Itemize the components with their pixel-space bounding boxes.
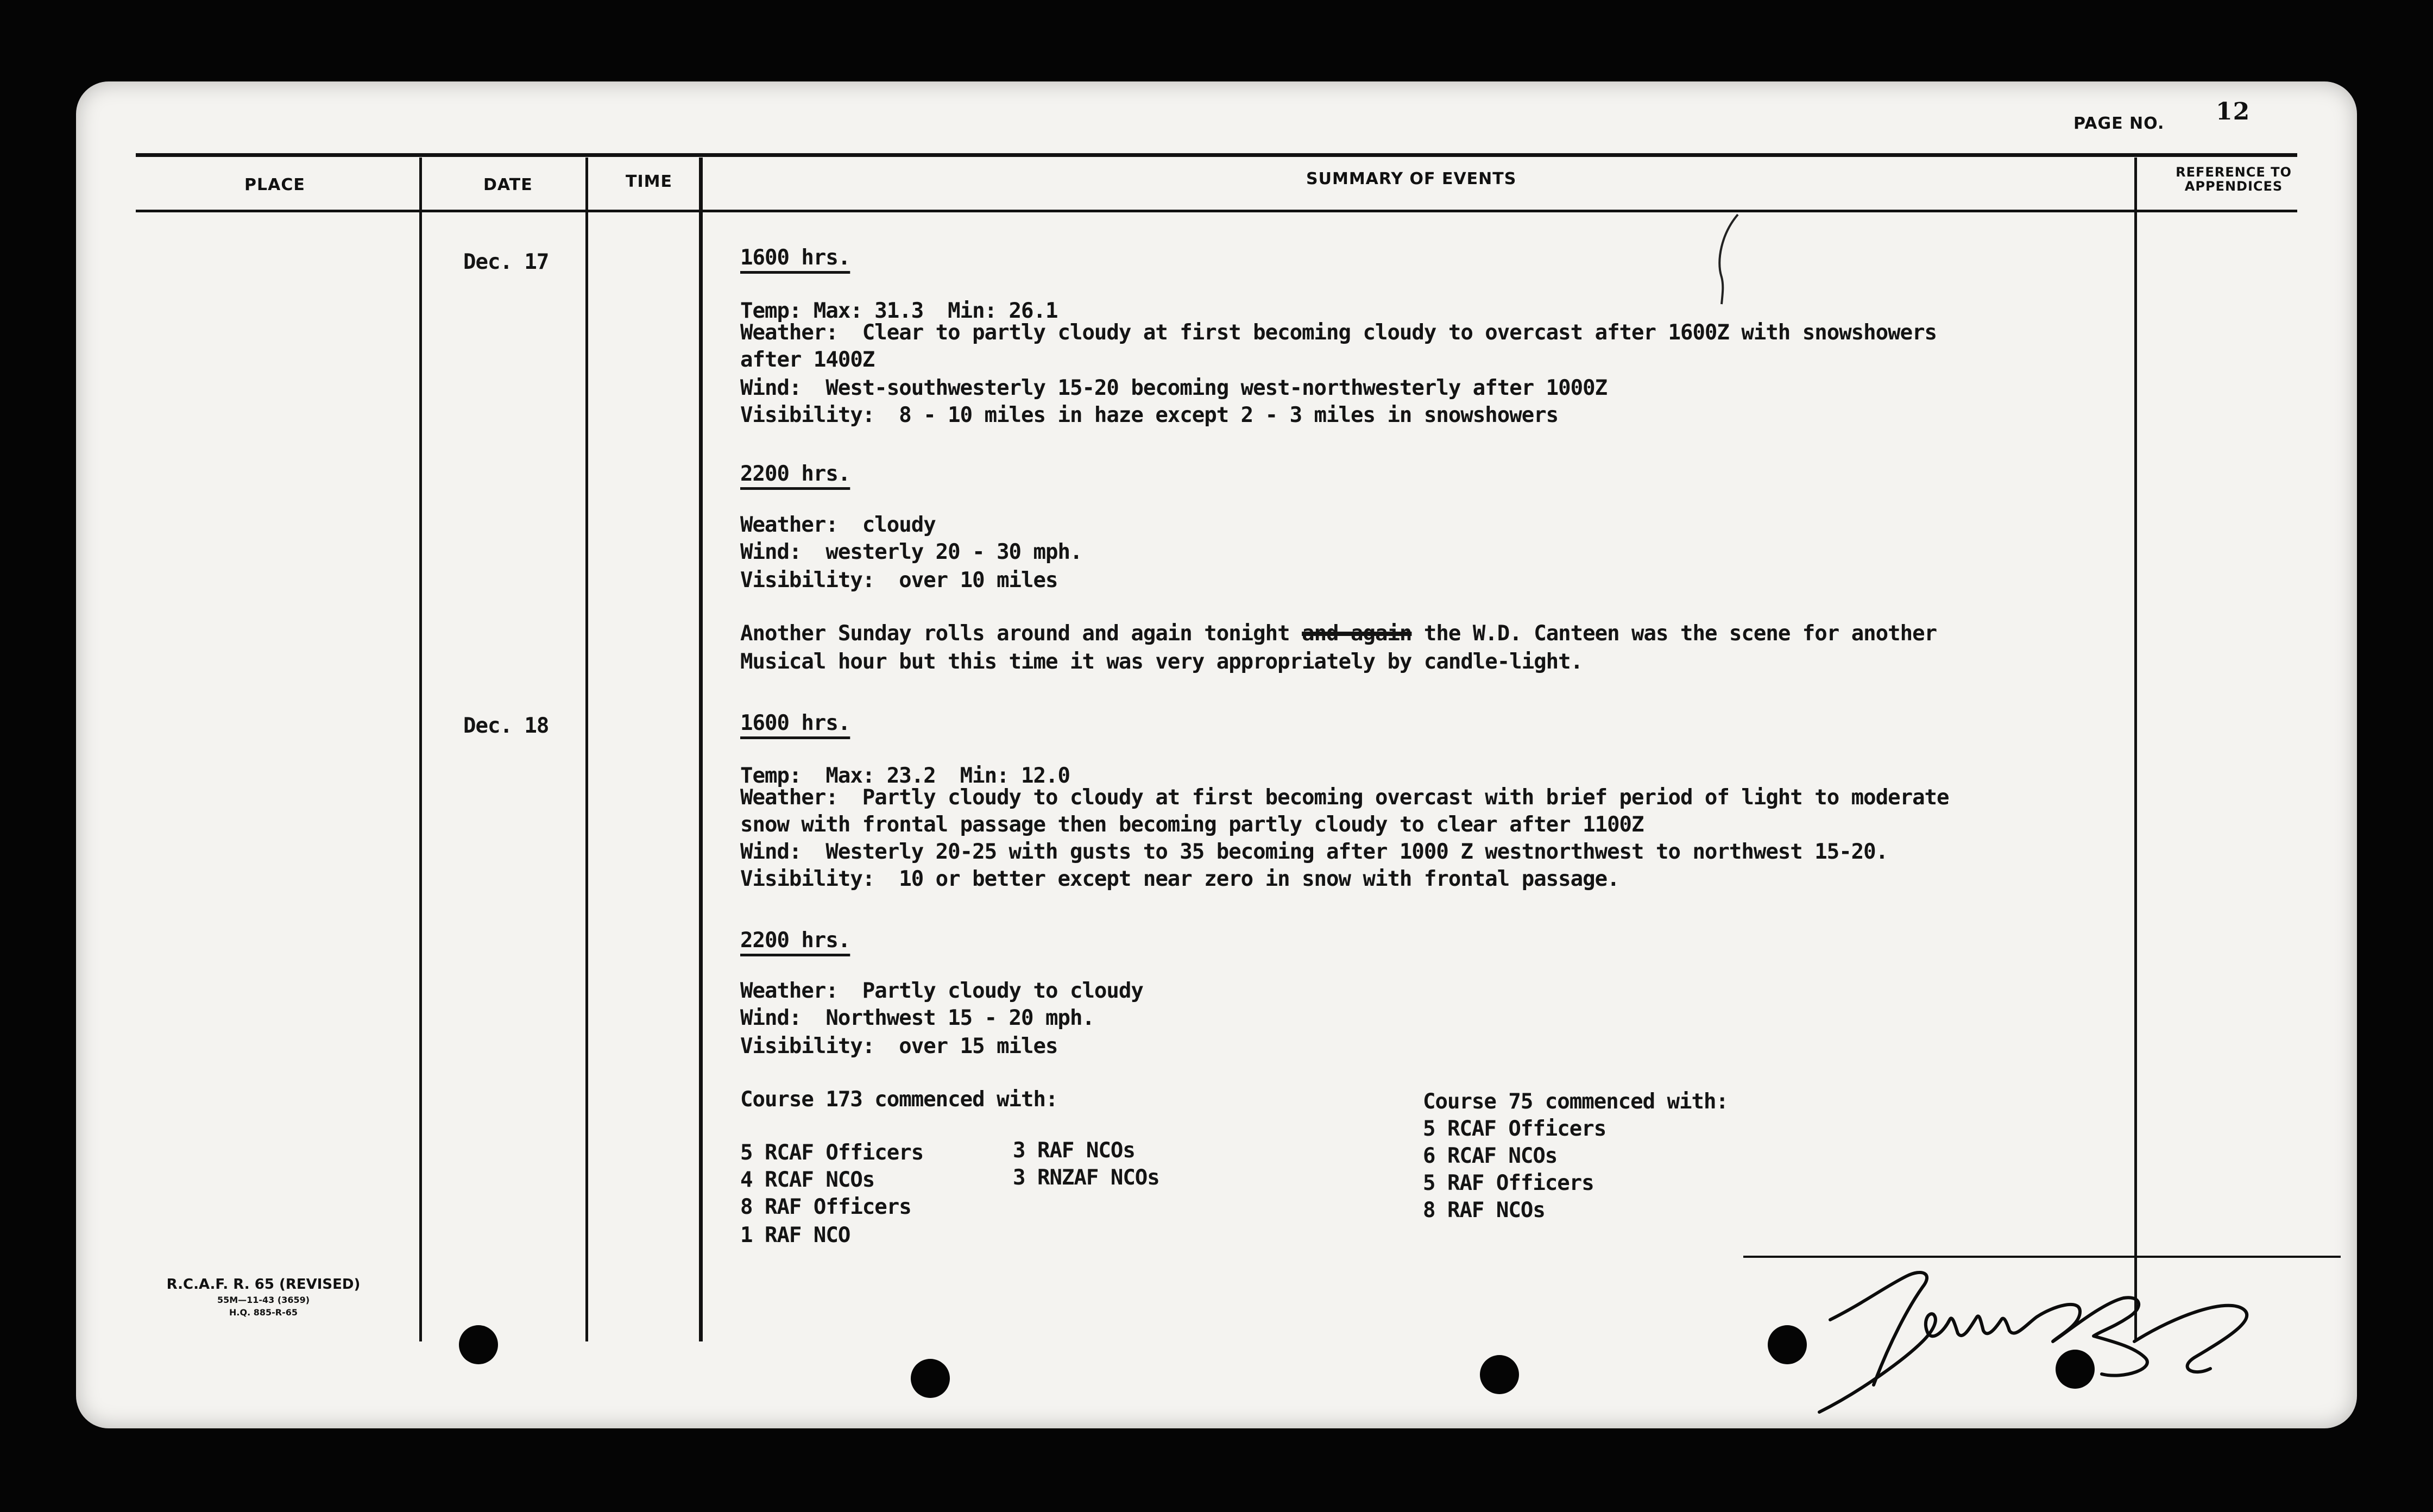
entry-weather: Weather: Clear to partly cloudy at first becoming cloudy to overcast after 1600Z with snowshowers (740, 320, 1937, 345)
form-identifier (138, 1276, 388, 1318)
column-header-reference (2160, 165, 2307, 193)
column-header-time: TIME (626, 172, 672, 191)
entry-weather: Weather: Partly cloudy to cloudy (740, 979, 1143, 1003)
header-bottom-rule (136, 210, 2297, 212)
date-dec-17: Dec. 17 (463, 250, 549, 274)
column-header-date: DATE (483, 175, 533, 194)
entry-note-cont: Musical hour but this time it was very appropriately by candle-light. (740, 650, 1583, 674)
course-75-item: 5 RCAF Officers (1423, 1117, 1606, 1141)
signature (1798, 1179, 2319, 1428)
pen-mark (1705, 212, 1749, 310)
header-top-rule (136, 153, 2297, 157)
entry-heading: 1600 hrs. (740, 711, 850, 735)
entry-note-part: Another Sunday rolls around and again tonight (740, 621, 1302, 646)
column-header-reference-line2: APPENDICES (2184, 179, 2283, 194)
entry-visibility: Visibility: 10 or better except near zero in snow with frontal passage. (740, 867, 1619, 891)
column-divider-summary-reference (2134, 158, 2137, 1341)
diary-sheet (76, 81, 2357, 1428)
page-number: 12 (2216, 98, 2251, 125)
entry-note (740, 620, 1937, 647)
entry-heading: 2200 hrs. (740, 462, 850, 486)
page-number-label: PAGE NO. (2073, 114, 2165, 133)
entry-wind: Wind: Northwest 15 - 20 mph. (740, 1006, 1094, 1030)
course-173-item: 3 RAF NCOs (1013, 1138, 1135, 1163)
entry-note-part: the W.D. Canteen was the scene for another (1411, 621, 1937, 646)
entry-weather-cont: snow with frontal passage then becoming partly cloudy to clear after 1100Z (740, 812, 1644, 837)
entry-heading: 1600 hrs. (740, 245, 850, 270)
entry-temp: Temp: Max: 23.2 Min: 12.0 (740, 764, 1070, 788)
struck-text: and again (1302, 621, 1412, 646)
column-header-place: PLACE (244, 175, 305, 194)
column-header-reference-line1: REFERENCE TO (2176, 165, 2292, 180)
course-75-heading: Course 75 commenced with: (1423, 1089, 1728, 1114)
form-print-code: 55M—11-43 (3659) (217, 1295, 310, 1305)
course-173-item: 5 RCAF Officers (740, 1141, 924, 1165)
form-hq-code: H.Q. 885-R-65 (229, 1307, 298, 1318)
course-75-item: 6 RCAF NCOs (1423, 1144, 1558, 1168)
course-173-item: 1 RAF NCO (740, 1223, 850, 1248)
column-divider-time-summary (699, 158, 703, 1341)
punch-hole (459, 1325, 498, 1364)
course-173-item: 3 RNZAF NCOs (1013, 1166, 1159, 1190)
entry-weather: Weather: cloudy (740, 513, 936, 537)
punch-hole (1480, 1355, 1519, 1394)
entry-heading: 2200 hrs. (740, 928, 850, 953)
entry-wind: Wind: West-southwesterly 15-20 becoming west-northwesterly after 1000Z (740, 376, 1608, 400)
course-75-item: 8 RAF NCOs (1423, 1198, 1545, 1223)
punch-hole (911, 1359, 950, 1398)
entry-wind: Wind: Westerly 20-25 with gusts to 35 becoming after 1000 Z westnorthwest to northwest 15-20. (740, 840, 1888, 864)
entry-temp: Temp: Max: 31.3 Min: 26.1 (740, 299, 1058, 323)
entry-weather: Weather: Partly cloudy to cloudy at first becoming overcast with brief period of light to moderate (740, 785, 1949, 810)
entry-visibility: Visibility: 8 - 10 miles in haze except 2 - 3 miles in snowshowers (740, 403, 1559, 427)
column-header-summary: SUMMARY OF EVENTS (1306, 169, 1517, 188)
column-divider-place-date (419, 158, 422, 1341)
column-divider-date-time (585, 158, 588, 1341)
course-75-item: 5 RAF Officers (1423, 1171, 1594, 1195)
date-dec-18: Dec. 18 (463, 714, 549, 738)
form-number: R.C.A.F. R. 65 (REVISED) (166, 1276, 361, 1293)
course-173-item: 4 RCAF NCOs (740, 1168, 875, 1192)
entry-weather-cont: after 1400Z (740, 348, 875, 372)
entry-visibility: Visibility: over 10 miles (740, 568, 1058, 593)
course-173-heading: Course 173 commenced with: (740, 1087, 1058, 1112)
course-173-item: 8 RAF Officers (740, 1195, 911, 1219)
entry-visibility: Visibility: over 15 miles (740, 1034, 1058, 1059)
entry-wind: Wind: westerly 20 - 30 mph. (740, 540, 1082, 564)
